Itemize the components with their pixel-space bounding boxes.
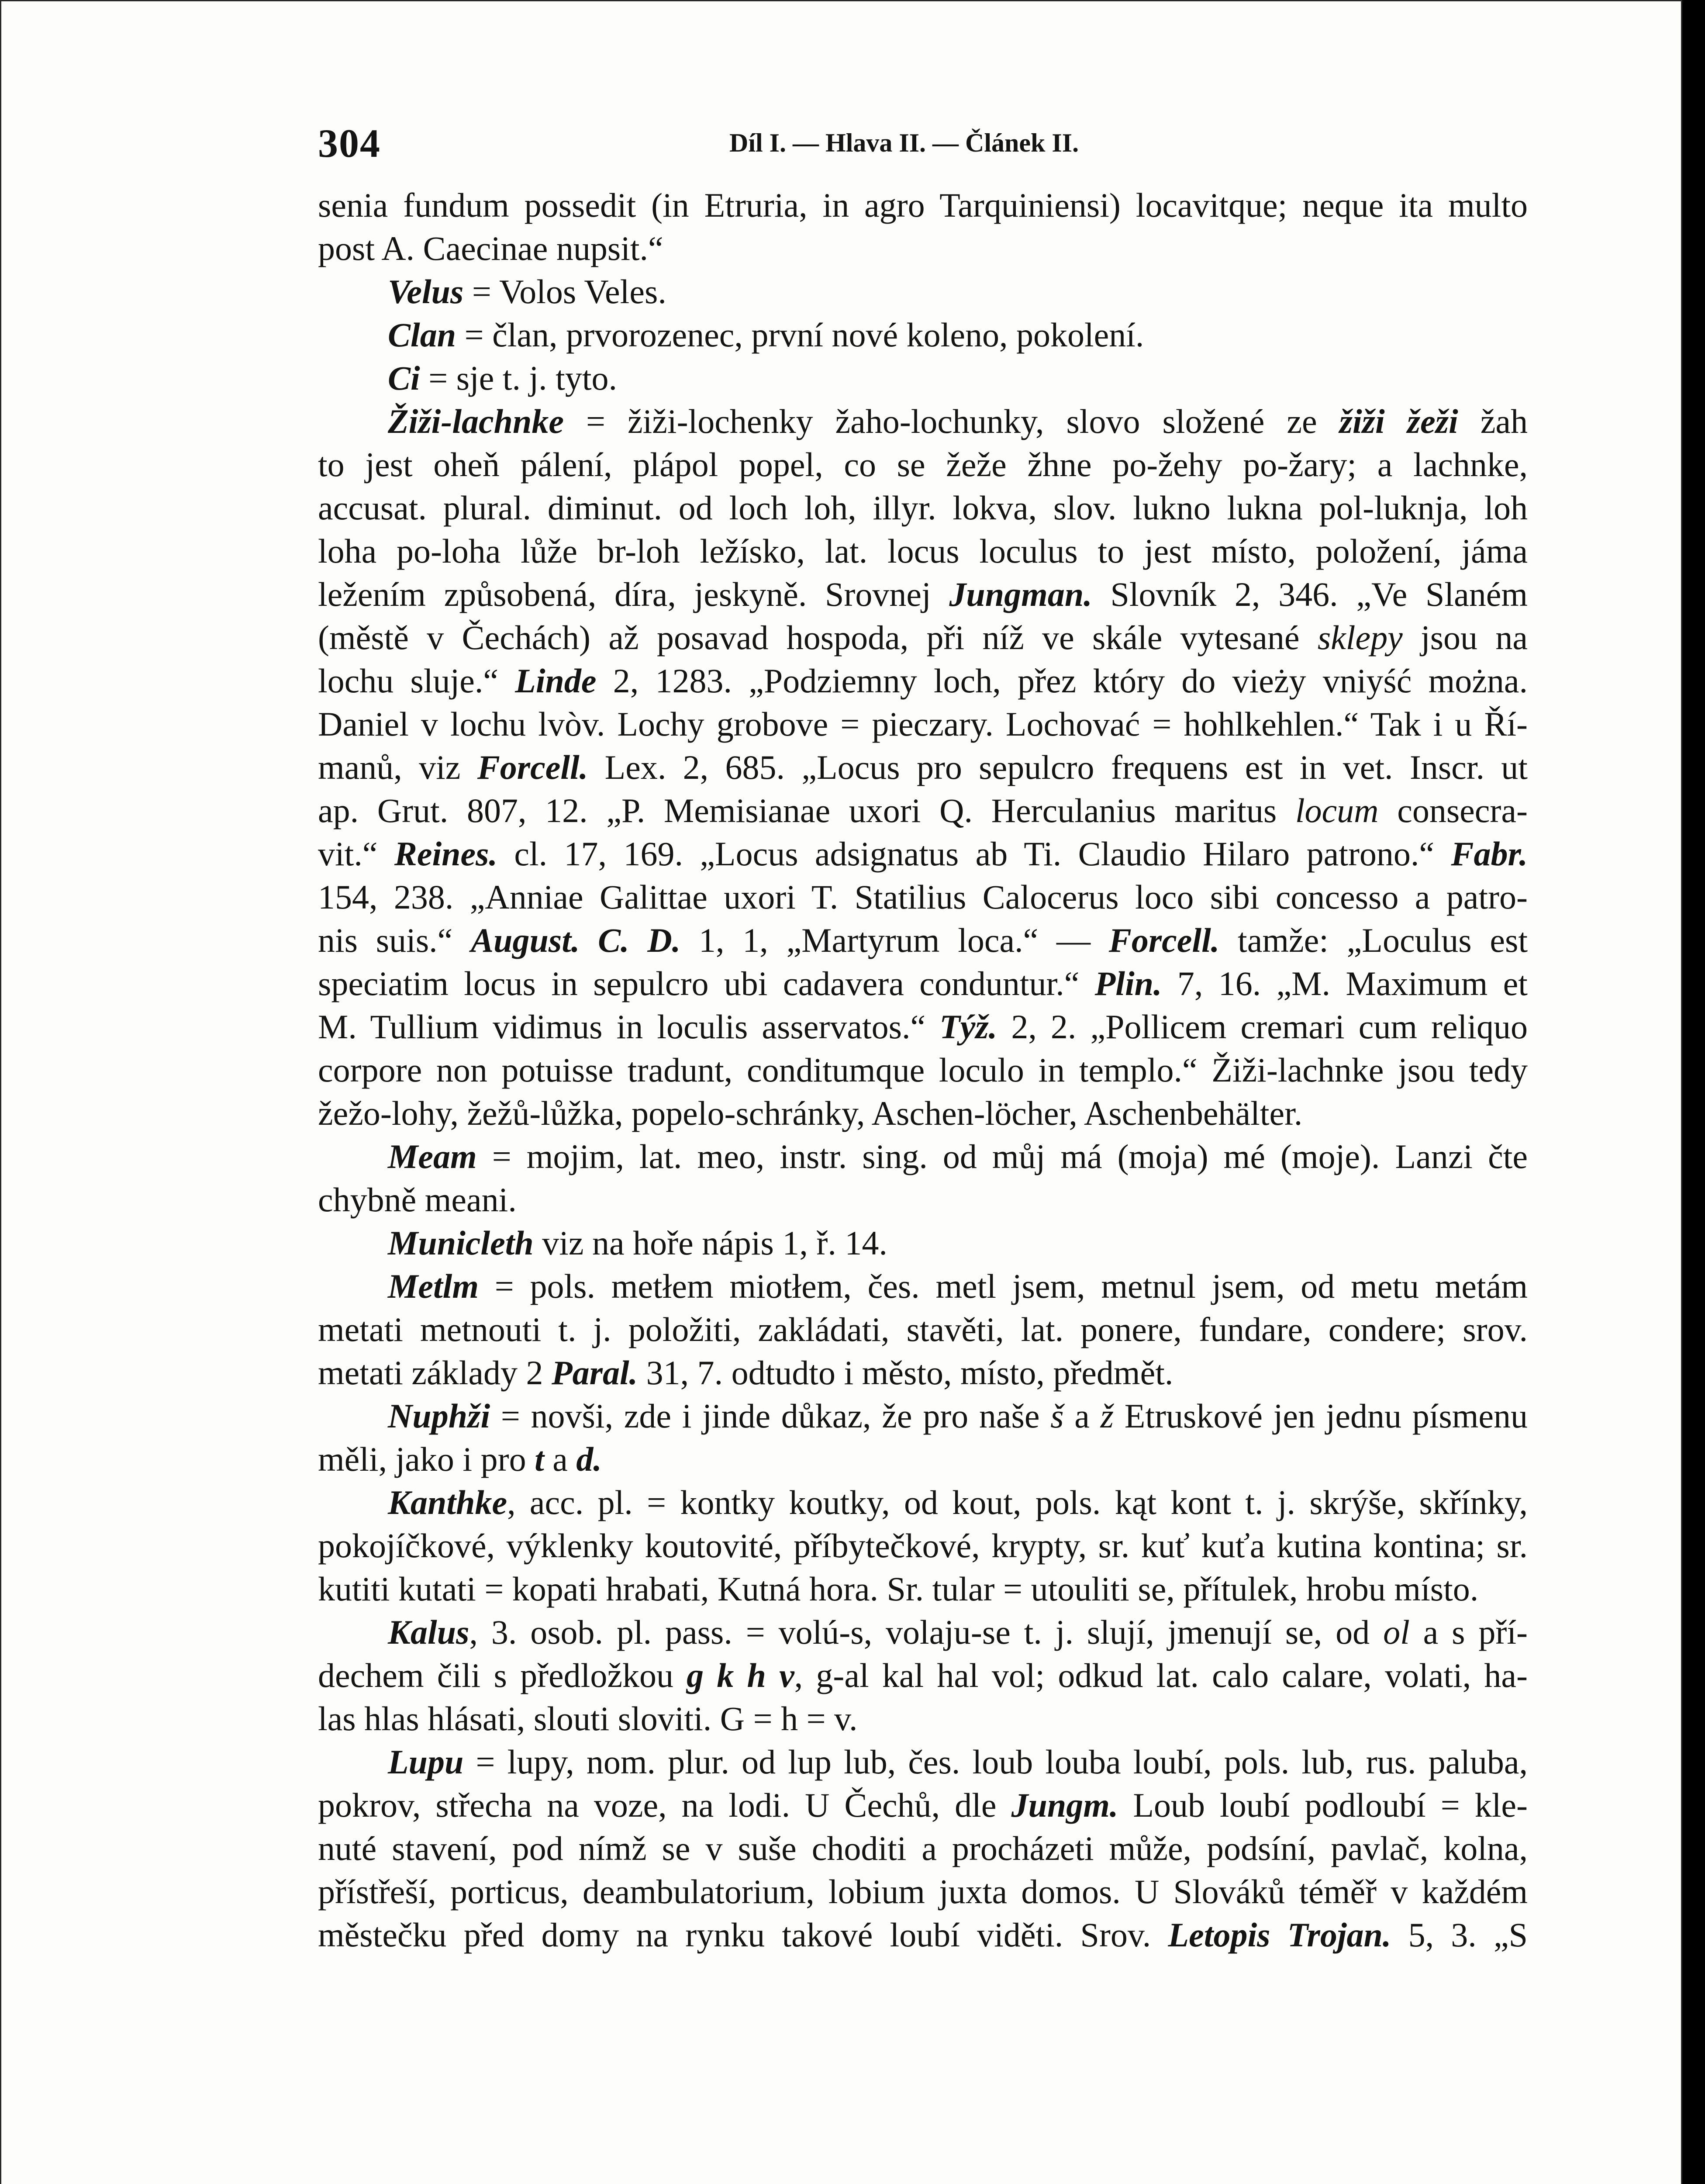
text-line [318,183,1528,227]
text-line [318,1438,1528,1481]
text-span: ap. Grut. 807, 12. „P. Memisianae uxori Q. Herculanius maritus [318,791,1295,829]
text-line [318,1827,1528,1870]
term-span: Linde [515,662,597,700]
text-span: = Volos Veles. [463,273,666,311]
italic-span: ž [1100,1397,1114,1435]
text-line [318,1135,1528,1178]
text-line [318,1740,1528,1783]
text-line [318,1913,1528,1956]
term-span: Clan [388,316,456,354]
text-line [318,1005,1528,1048]
italic-span: š [1050,1397,1064,1435]
text-span: cl. 17, 169. „Locus adsignatus ab Ti. Claudio Hilaro patrono.“ [497,835,1451,873]
text-span: = lupy, nom. plur. od lup lub, čes. loub louba loubí, pols. lub, rus. paluba, [463,1743,1528,1781]
text-line [318,486,1528,529]
italic-span: locum [1295,791,1379,829]
text-span: senia fundum possedit (in Etruria, in agro Tarquiniensi) locavitque; neque ita multo [318,186,1528,224]
text-span: a [1063,1397,1101,1435]
text-line [318,1178,1528,1221]
term-span: Lupu [388,1743,464,1781]
text-span: 154, 238. „Anniae Galittae uxori T. Statilius Calocerus loco sibi concesso a patro- [318,878,1528,916]
text-line [318,746,1528,789]
term-span: Jungm. [1011,1786,1118,1824]
text-line [318,702,1528,746]
text-span: žežo-lohy, žežů-lůžka, popelo-schránky, Aschen-löcher, Aschenbehälter. [318,1094,1303,1132]
term-span: August. C. D. [471,921,681,959]
text-line [318,1394,1528,1438]
term-span: Jungman. [949,575,1092,613]
text-span: corpore non potuisse tradunt, conditumque loculo in templo.“ Žiži-lachnke jsou tedy [318,1051,1528,1089]
term-span: d. [576,1440,602,1478]
term-span: Meam [388,1137,477,1175]
text-span: ležením způsobená, díra, jeskyně. Srovnej [318,575,949,613]
text-span: = mojim, lat. meo, instr. sing. od můj má (moja) mé (moje). Lanzi čte [476,1137,1528,1175]
term-span: g k h v [687,1656,794,1694]
text-span: Loub loubí podloubí = kle- [1118,1786,1528,1824]
page-number: 304 [318,121,381,166]
text-span: , g-al kal hal vol; odkud lat. calo calare, volati, ha- [794,1656,1528,1694]
text-span: = novši, zde i jinde důkaz, že pro naše [490,1397,1051,1435]
text-line [318,529,1528,573]
text-span: Daniel v lochu lvòv. Lochy grobove = pieczary. Lochovać = hohlkehlen.“ Tak i u Ří- [318,705,1528,743]
term-span: Metlm [388,1267,479,1305]
text-line [318,227,1528,270]
term-span: Letopis Trojan. [1168,1916,1391,1954]
text-span: , acc. pl. = kontky koutky, od kout, pols. kąt kont t. j. skrýše, skřínky, [507,1483,1528,1521]
text-span: 7, 16. „M. Maximum et [1162,964,1528,1002]
text-span: dechem čili s předložkou [318,1656,687,1694]
running-title: Díl I. — Hlava II. — Článek II. [729,128,1079,157]
text-span: accusat. plural. diminut. od loch loh, illyr. lokva, slov. lukno lukna pol-luknja, loh [318,489,1528,527]
text-line [318,832,1528,875]
text-span: pokojíčkové, výklenky koutovité, příbytečkové, krypty, sr. kuť kuťa kutina kontina; sr. [318,1527,1528,1565]
text-span: 2, 2. „Pollicem cremari cum reliquo [997,1008,1528,1046]
text-line [318,1221,1528,1265]
italic-span: ol [1383,1613,1410,1651]
text-line [318,1870,1528,1913]
term-span: Fabr. [1451,835,1528,873]
text-span: post A. Caecinae nupsit.“ [318,229,663,267]
text-line [318,573,1528,616]
term-span: t [535,1440,544,1478]
text-line [318,875,1528,919]
term-span: Týž. [939,1008,997,1046]
text-span: jsou na [1402,619,1528,657]
text-span: to jest oheň pálení, plápol popel, co se žeže žhne po-žehy po-žary; a lachnke, [318,446,1528,484]
text-span: 31, 7. odtudto i město, místo, předmět. [638,1354,1173,1392]
text-span: kutiti kutati = kopati hrabati, Kutná hora. Sr. tular = utouliti se, přítulek, hrobu místo. [318,1570,1479,1608]
text-span: 1, 1, „Martyrum loca.“ — [680,921,1109,959]
text-span: lochu sluje.“ [318,662,515,700]
text-span: metati metnouti t. j. položiti, zakládati, stavěti, lat. ponere, fundare, condere; srov. [318,1310,1528,1348]
text-line [318,789,1528,832]
term-span: Reines. [394,835,498,873]
text-span: = pols. metłem miotłem, čes. metl jsem, metnul jsem, od metu metám [479,1267,1528,1305]
text-line [318,270,1528,313]
text-span: Lex. 2, 685. „Locus pro sepulcro frequens est in vet. Inscr. ut [588,748,1528,786]
text-span: chybně meani. [318,1181,517,1219]
text-span: = sje t. j. tyto. [420,359,618,397]
text-span: vit.“ [318,835,394,873]
text-line [318,962,1528,1005]
text-span: = žiži-lochenky žaho-lochunky, slovo složené ze [564,402,1339,440]
term-span: Velus [388,273,464,311]
text-span: městečku před domy na rynku takové loubí viděti. Srov. [318,1916,1168,1954]
text-span: manů, viz [318,748,477,786]
text-span: pokrov, střecha na voze, na lodi. U Čechů, dle [318,1786,1011,1824]
text-span: las hlas hlásati, slouti sloviti. G = h = v. [318,1700,858,1738]
text-line [318,1524,1528,1567]
term-span: Forcell. [1108,921,1220,959]
text-span: Slovník 2, 346. „Ve Slaném [1092,575,1528,613]
text-span: , 3. osob. pl. pass. = volú-s, volaju-se t. j. slují, jmenují se, od [469,1613,1384,1651]
text-line [318,1092,1528,1135]
running-header [0,120,1682,168]
text-line [318,1697,1528,1740]
text-span: žah [1458,402,1528,440]
text-span: nis suis.“ [318,921,471,959]
term-span: Kalus [388,1613,469,1651]
text-line [318,356,1528,400]
text-span: tamže: „Loculus est [1219,921,1528,959]
text-line [318,1048,1528,1092]
text-span: viz na hoře nápis 1, ř. 14. [533,1224,887,1262]
term-span: Plin. [1094,964,1162,1002]
text-span: loha po-loha lůže br-loh ležísko, lat. locus loculus to jest místo, položení, jáma [318,532,1528,570]
text-line [318,313,1528,356]
term-span: žiži žeži [1339,402,1458,440]
text-span: = član, prvorozenec, první nové koleno, pokolení. [456,316,1144,354]
text-span: 2, 1283. „Podziemny loch, přez który do vieży vniyść można. [596,662,1528,700]
text-span: a [544,1440,576,1478]
text-span: (městě v Čechách) až posavad hospoda, při níž ve skále vytesané [318,619,1318,657]
text-line [318,919,1528,962]
text-span: a s pří- [1409,1613,1528,1651]
text-line [318,616,1528,659]
term-span: Žiži-lachnke [388,402,564,440]
text-span: M. Tullium vidimus in loculis asservatos.“ [318,1008,940,1046]
text-span: 5, 3. „S [1391,1916,1528,1954]
text-line [318,1351,1528,1394]
text-line [318,1654,1528,1697]
text-span: Etruskové jen jednu písmenu [1113,1397,1528,1435]
text-span: speciatim locus in sepulcro ubi cadavera conduntur.“ [318,964,1095,1002]
term-span: Municleth [388,1224,534,1262]
text-span: měli, jako i pro [318,1440,535,1478]
text-line [318,1481,1528,1524]
text-line [318,1610,1528,1654]
text-span: metati základy 2 [318,1354,552,1392]
text-line [318,1308,1528,1351]
term-span: Ci [388,359,420,397]
text-line [318,1265,1528,1308]
text-line [318,400,1528,443]
text-line [318,443,1528,486]
text-line [318,659,1528,702]
term-span: Kanthke [388,1483,507,1521]
text-span: přístřeší, porticus, deambulatorium, lobium juxta domos. U Slováků téměř v každém [318,1873,1528,1911]
italic-span: sklepy [1317,619,1403,657]
term-span: Nuphži [388,1397,490,1435]
term-span: Forcell. [477,748,588,786]
text-line [318,1567,1528,1610]
text-span: nuté stavení, pod nímž se v suše choditi a procházeti může, podsíní, pavlač, kolna, [318,1829,1528,1867]
text-line [318,1783,1528,1827]
term-span: Paral. [551,1354,638,1392]
text-body [318,183,1528,1956]
text-span: consecra- [1378,791,1528,829]
